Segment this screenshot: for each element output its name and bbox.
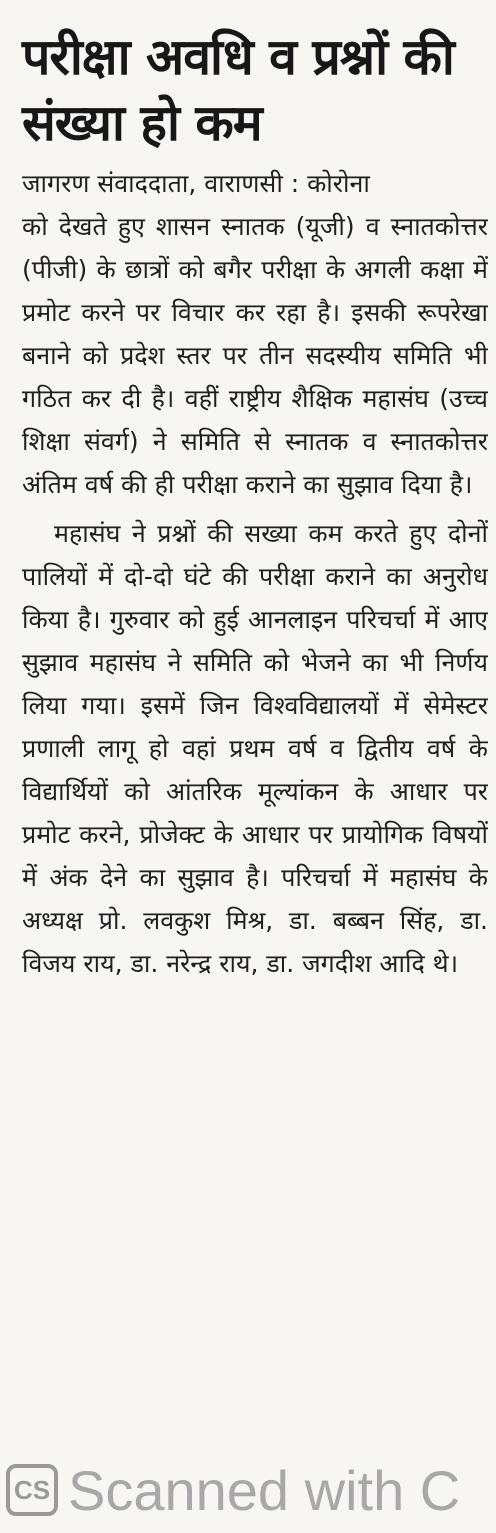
watermark-text: Scanned with C [68, 1458, 461, 1522]
article-column [10, 10, 488, 1450]
byline: जागरण संवाददाता, वाराणसी : कोरोना [22, 169, 370, 198]
camscanner-logo-icon: CS [6, 1464, 58, 1516]
headline: परीक्षा अवधि व प्रश्नों की संख्या हो कम [22, 28, 454, 152]
article-paragraph-1: को देखते हुए शासन स्नातक (यूजी) व स्नातकोत्तर (पीजी) के छात्रों को बगैर परीक्षा के अगली कक्षा में प्रमोट करने पर विचार कर रहा है। इसकी रूपरेखा बनाने को प्रदेश स्तर पर तीन सदस्यीय समिति भी गठित कर दी है। वहीं राष्ट्रीय शैक्षिक महासंघ (उच्च शिक्षा संवर्ग) ने समिति से स्नातक व स्नातकोत्तर अंतिम वर्ष की ही परीक्षा कराने का सुझाव दिया है। [22, 212, 488, 499]
article-paragraph-2: महासंघ ने प्रश्नों की सख्या कम करते हुए दोनों पालियों में दो-दो घंटे की परीक्षा कराने का अनुरोध किया है। गुरुवार को हुई आनलाइन परिचर्चा में आए सुझाव महासंघ ने समिति को भेजने का भी निर्णय लिया गया। इसमें जिन विश्वविद्यालयों में सेमेस्टर प्रणाली लागू हो वहां प्रथम वर्ष व द्वितीय वर्ष के विद्यार्थियों को आंतरिक मूल्यांकन के आधार पर प्रमोट करने, प्रोजेक्ट के आधार पर प्रायोगिक विषयों में अंक देने का सुझाव है। परिचर्चा में महासंघ के अध्यक्ष प्रो. लवकुश मिश्र, डा. बब्बन सिंह, डा. विजय राय, डा. नरेन्द्र राय, डा. जगदीश आदि थे। [22, 519, 488, 978]
camscanner-watermark [6, 1455, 496, 1525]
